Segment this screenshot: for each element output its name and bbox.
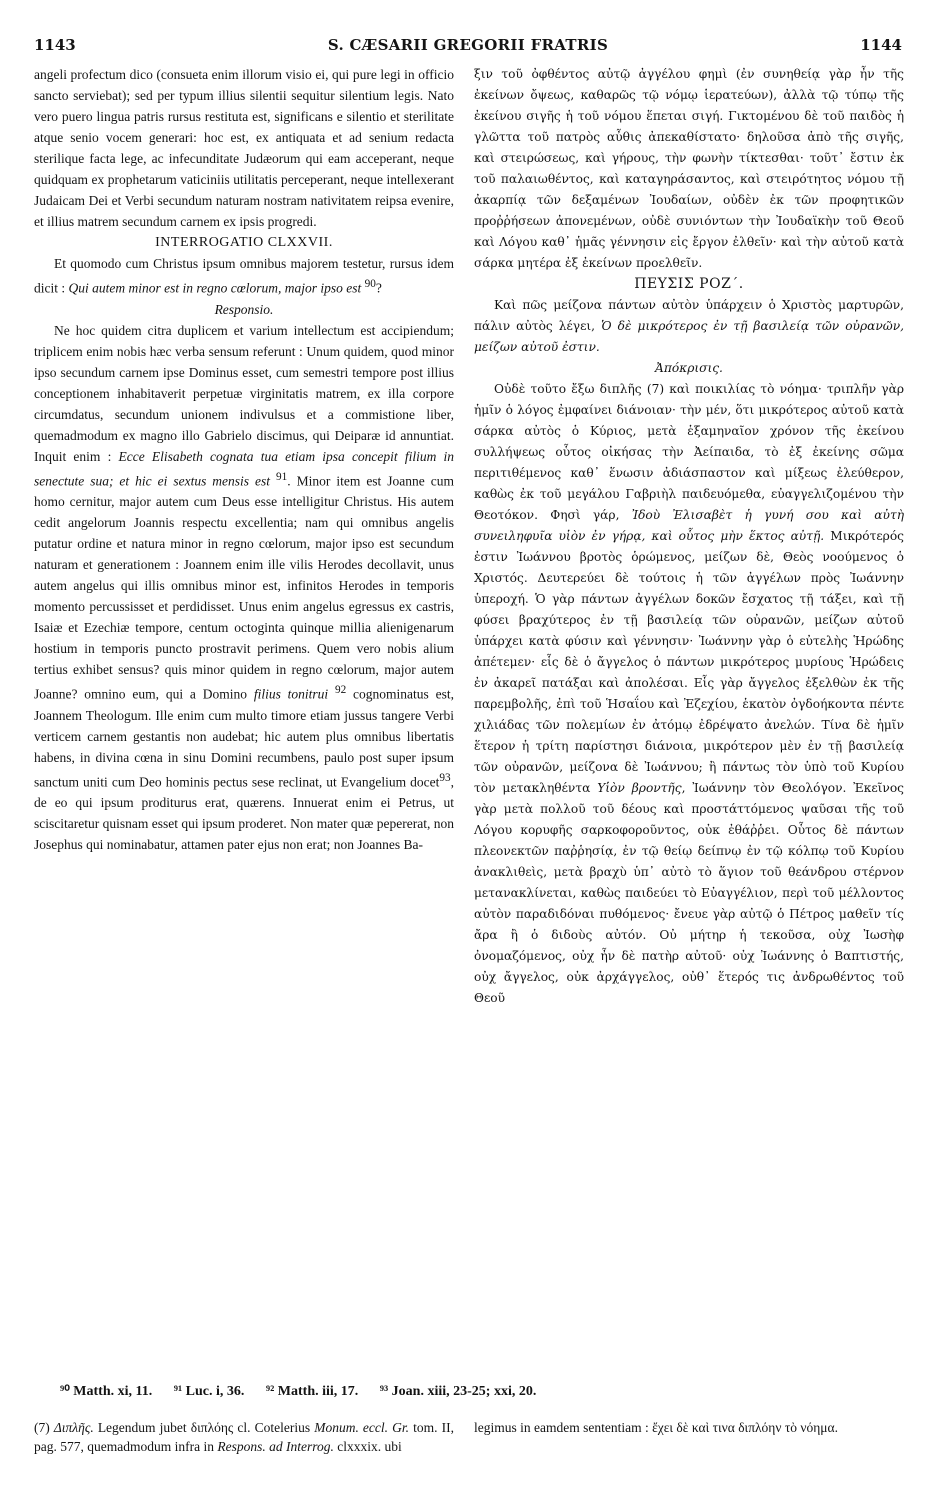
footnote-90: ⁹⁰ Matth. xi, 11.	[60, 1384, 153, 1399]
editor-note-word: Διπλῆς.	[53, 1420, 94, 1435]
latin-column	[34, 64, 454, 855]
greek-apokrisis: Ἀπόκρισις.	[655, 361, 723, 375]
greek-quote-bronte: Υἱὸν βροντῆς	[597, 781, 682, 795]
scripture-footnotes	[60, 1383, 920, 1400]
footnote-ref-90: 90	[364, 278, 376, 290]
latin-interrogatio-heading: INTERROGATIO CLXXVII.	[155, 235, 333, 250]
page-header	[34, 36, 902, 58]
running-title: S. CÆSARII GREGORII FRATRIS	[327, 36, 609, 54]
footnote-93: ⁹³ Joan. xiii, 23-25; xxi, 20.	[379, 1384, 537, 1399]
latin-text-c: cognominatus est, Joannem Theologum. Ille enim cum multo timore etiam jussus tangere Verbi verticem carnem gestantis non audebat; hic autem plus omnibus libertatis habens, in divina cœna in sinu Domini recumbens, paulo post super ipsum sanctum uniti cum Deo hominis pectus sese reclinat, ut Evangelium docet	[34, 686, 454, 789]
footnote-ref-93: 93	[439, 771, 451, 784]
greek-paragraph-2	[474, 379, 904, 1009]
greek-column	[474, 64, 904, 1009]
latin-text-b: . Minor item est Joanne cum homo cernitur, major autem cum Deus esse intelligitur Christus. His autem cedit angelorum Joannis respectu excellentia; nam qui omnibus angelis putatur ordine et natura minor in regno cœlorum, major ipso est secundum naturam et generationem : Joannem enim ille vilis Herodes decollavit, unus autem angelus qui illis omnibus minor est, infinitos Herodes in temporis momento percussisset et perdidisset. Unus enim angelus egressus ex castris, Isaiæ et Ezechiæ tempore, centum octoginta quinque millia alienigenarum hostium in temporis puncto prostravit perimens. Quem vero nobis alium tertius exhibet sensus? quis minor quidem in regno cœlorum, major autem Joanne? omnino eum, qui a Domino	[34, 473, 454, 702]
page-number-left: 1143	[34, 36, 76, 54]
latin-question	[34, 253, 454, 299]
greek-paragraph-1: ξιν τοῦ ὀφθέντος αὐτῷ ἀγγέλου φημὶ (ἐν συνηθείᾳ γὰρ ἦν τῆς ἐκείνων ὄψεως, καθαρῶς τῷ νόμῳ ἱερατεύων), ἀλλὰ τῷ τύπῳ τῆς ἐκείνου σιγῆς ἡ τοῦ νόμου ἕπεται σιγή. Γικτομένου δὲ τοῦ παιδὸς ἡ γλῶττα τοῦ πατρὸς αὖθις ἀπεκαθίστατο· δηλοῦσα ἀπὸ τῆς σιγῆς, καὶ στειρώσεως, καὶ γήρους, τὴν φωνὴν τίκτεσθαι· τοῦτ᾽ ἔστιν ἐκ τοῦ παλαιωθέντος, καὶ καταγηράσαντος, καὶ στειρότητος νόμου τῇ ἀκαρπίᾳ τῶν δεξαμένων Ἰουδαίων, οὐδὲν ἐκ τῶν προφητικῶν προῤῥήσεων ἀπονεμένων, οὐδὲ συνιόντων τὴν Ἰουδαϊκὴν τοῦ Θεοῦ καὶ Λόγου καθ᾽ ἡμᾶς γέννησιν εἰς ἔργον ἐλθεῖν· καὶ τὴν αὐτοῦ κατὰ σάρκα μητέρα ἐξ ἐκείνων προελθεῖν.	[474, 67, 904, 270]
page-number-right: 1144	[860, 36, 902, 54]
editor-note-text-2: tom. II, pag. 577, quemadmodum infra in	[34, 1420, 454, 1454]
latin-text-a: Ne hoc quidem citra duplicem et varium intellectum est accipiendum; triplicem enim nobis hæc verba sensum referunt : Unum quidem, quod minor ipso secundum carnem ipse Dominus esset, cum semestri tempore post illius conceptionem inhabitaverit perpetuæ virginitatis matrem, ex illa corpore circumdatus, secundum unionem indivulsus et a commistione liber, quemadmodum ex magno illo Gabrielo discimus, qui Deiparæ id annuntiat. Inquit enim :	[34, 322, 454, 464]
latin-question-text: Et quomodo cum Christus ipsum omnibus majorem testetur, rursus idem dicit :	[34, 256, 454, 296]
editor-note-text-1: Legendum jubet διπλόης cl. Cotelerius	[93, 1420, 315, 1435]
latin-text-d: , de eo qui ipsum proditurus erat, quærens. Innuerat enim ei Petrus, ut sciscitaretur quisnam esset qui ipsum proderet. Non mater quæ pepererat, non Josephus qui nominabatur, attamen pater ejus non erat; non Joannes Ba-	[34, 774, 454, 852]
latin-paragraph-1: angeli profectum dico (consueta enim illorum visio ei, qui pure legi in officio sancto serviebat); sed per typum illius silentii sequitur silentium legis. Nato vero puero lingua patris rursus restituta est, significans e silentio et sterilitate atque senio vocem generari: hoc est, ex antiquata et ad senium redacta sterilique facta lege, ac infecunditate Judæorum qui eam acceperant, neque quidquam ex prophetarum vaticiniis utilitatis perceperant, neque intellexerant Judaicam Dei et Verbi secundum naturam nostram nativitatem reipsa evenire, et illius matrem secundum carnem ex ipsis progredi.	[34, 67, 454, 229]
editor-note-continued: legimus in eamdem sententiam : ἔχει δὲ καὶ τινα διπλόην τὸ νόημα.	[474, 1420, 838, 1435]
greek-question-text: Καὶ πῶς μείζονα πάντων αὐτὸν ὑπάρχειν ὁ Χριστὸς μαρτυρῶν, πάλιν αὐτὸς λέγει,	[474, 298, 904, 333]
greek-question	[474, 295, 904, 358]
editor-note-ref-2: Respons. ad Interrog.	[217, 1439, 334, 1454]
editor-note-ref: Monum. eccl. Gr.	[314, 1420, 410, 1435]
greek-question-quote: Ὁ δὲ μικρότερος ἐν τῇ βασιλείᾳ τῶν οὐρανῶν, μείζων αὐτοῦ ἐστιν.	[474, 319, 904, 354]
greek-quote-elisabeth: Ἰδοὺ Ἐλισαβὲτ ἡ γυνή σου καὶ αὐτὴ συνειληφυῖα υἱὸν ἐν γήρᾳ, καὶ οὗτος μὴν ἕκτος αὐτῇ.	[474, 508, 904, 543]
latin-quote-elisabeth: Ecce Elisabeth cognata tua etiam ipsa concepit filium in senectute sua; et hic ei sextus mensis est	[34, 448, 455, 488]
footnote-91: ⁹¹ Luc. i, 36.	[173, 1384, 245, 1399]
latin-question-quote: Qui autem minor est in regno cœlorum, major ipso est	[68, 280, 362, 296]
editor-note-mark: (7)	[34, 1420, 54, 1435]
greek-text-b: Μικρότερός ἐστιν Ἰωάννου βροτὸς ὁρώμενος, μείζων δὲ, Θεὸς νοούμενος ὁ Χριστός. Δευτερεύει δὲ τούτοις ἡ τῶν ἀγγέλων πρὸς Ἰωάννην ὑπεροχή. Ὁ γὰρ πάντων ἀγγέλων δοκῶν ἔσχατος τῇ τάξει, καὶ τῇ φύσει βραχύτερος ἐν τῇ βασιλείᾳ τῶν οὐρανῶν, μείζων αὐτοῦ ὑπάρχει κατὰ φύσιν καὶ γέννησιν· Ἰωάννην γὰρ ὁ εὐτελὴς Ἡρώδης ἀπέτεμεν· εἷς δὲ ὁ ἄγγελος ὁ πάντων μικρότερος μυρίους Ἡρώδεις ἐν ἀκαρεῖ πατάξαι καὶ ἀπολέσαι. Εἷς γὰρ ἄγγελος ἐξελθὼν ἐκ τῆς παρεμβολῆς, ἐπὶ τοῦ Ἡσαΐου καὶ Ἐζεχίου, ἑκατὸν ὀγδοήκοντα πέντε χιλιάδας τῶν πολεμίων ἐν ἀτόμῳ ἐδρέψατο ἀνελών. Τίνα δὲ ἡμῖν ἕτερον ἡ τρίτη παρίστησι διάνοια, μικρότερον μὲν ἐν τῇ βασιλείᾳ τῶν οὐρανῶν, μείζονα δὲ Ἰωάννου; ἢ πάντως τὸν ὑπὸ τοῦ Κυρίου τὸν μετακληθέντα	[474, 529, 904, 795]
footnote-ref-92: 92	[334, 684, 347, 696]
latin-responsio: Responsio.	[214, 301, 274, 317]
footnote-ref-91: 91	[276, 470, 288, 483]
editor-note-text-3: clxxxix. ubi	[333, 1439, 402, 1454]
latin-quote-tonitrui: filius tonitrui	[253, 686, 329, 702]
greek-text-c: , Ἰωάννην τὸν Θεολόγον. Ἐκεῖνος γὰρ μετὰ πολλοῦ τοῦ δέους καὶ προστάττόμενος ψαῦσαι τῆς τοῦ Λόγου κορυφῆς σαρκοφοροῦντος, οὐκ ἐθάῤῥει. Οὗτος δὲ πάντων πλεονεκτῶν παῤῥησίᾳ, ἐν τῷ θείῳ δείπνῳ ἐν τῷ κόλπῳ τοῦ Κυρίου ἀνακλιθεὶς, μετὰ βραχὺ ὑπ᾽ αὐτὸ τὸ ἅγιον τοῦ θεάνδρου στέρνον μετανακλίνεται, καθὼς παιδεύει τὸ Εὐαγγέλιον, περὶ τοῦ μέλλοντος αὐτὸν παραδιδόναι πυθόμενος· ἔνευε γὰρ αὐτῷ ὁ Πέτρος μαθεῖν τίς ἄρα ἢ ὁ διδοὺς αὐτόν. Οὐ μήτηρ ἡ τεκοῦσα, οὐχ Ἰωσὴφ ὀνομαζόμενος, οὐχ ἦν δὲ πατὴρ αὐτοῦ· οὐχ Ἰωάννης ὁ Βαπτιστής, οὐχ ἄγγελος, οὐκ ἀρχάγγελος, οὐθ᾽ ἕτερός τις ἀνδρωθέντος τοῦ Θεοῦ	[474, 781, 904, 1005]
latin-paragraph-2	[34, 320, 454, 856]
greek-peusis-heading: ΠΕΥΣΙΣ ΡΟΖ΄.	[634, 276, 744, 292]
footnote-92: ⁹² Matth. iii, 17.	[265, 1384, 359, 1399]
editor-note	[34, 1418, 454, 1456]
latin-question-end: ?	[375, 280, 382, 296]
greek-text-a: Οὐδὲ τοῦτο ἔξω διπλῆς (7) καὶ ποικιλίας τὸ νόημα· τριπλῆν γὰρ ἡμῖν ὁ λόγος ἐμφαίνει διάνοιαν· τὴν μέν, ὅτι μικρότερος αὐτοῦ κατὰ σάρκα αὐτὸς ὁ Κύριος, μετὰ ἑξαμηναῖον χρόνον τῆς ἐκείνου συλλήψεως οὗτος οἰκήσας τὴν Ἀείπαιδα, τὸ ἐξ ἐκείνης σῶμα περιτιθέμενος καθ᾽ ἕνωσιν ἀδιάσπαστον καὶ μίξεως ἐλεύθερον, καθὼς ἐκ τοῦ μεγάλου Γαβριὴλ παιδευόμεθα, εὐαγγελιζομένου τὴν Θεοτόκον. Φησὶ γάρ,	[474, 382, 904, 522]
